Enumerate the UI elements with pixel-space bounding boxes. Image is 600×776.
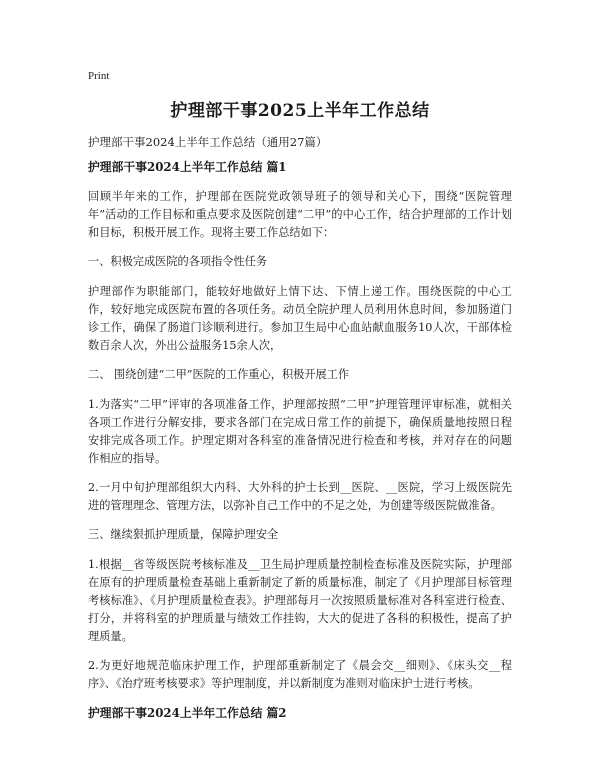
section-1-paragraph: 护理部作为职能部门，能较好地做好上情下达、下情上递工作。围绕医院的中心工作，较好地完成医院布置的各项任务。动员全院护理人员利用休息时间，参加肠道门诊工作，确保了肠道门诊顺利进行。参加卫生局中心血站献血服务10人次，干部体检数百余人次，外出公益服务15余人次，: [88, 285, 512, 352]
section-2-paragraph-2: 2.一月中旬护理部组织大内科、大外科的护士长到__医院、__医院，学习上级医院先进的管理理念、管理方法，以弥补自己工作中的不足之处，为创建等级医院做准备。: [88, 481, 512, 512]
section-3-heading: 三、继续狠抓护理质量，保障护理安全: [88, 528, 279, 541]
section-3-paragraph-2: 2.为更好地规范临床护理工作，护理部重新制定了《晨会交__细则》、《床头交__程序》、《治疗班考核要求》等护理制度，并以新制度为准则对临床护士进行考核。: [88, 659, 512, 690]
document-subtitle: 护理部干事2024上半年工作总结（通用27篇）: [88, 135, 328, 149]
intro-paragraph: 回顾半年来的工作，护理部在医院党政领导班子的领导和关心下，围绕“医院管理年”活动的工作目标和重点要求及医院创建“二甲”的中心工作，结合护理部的工作计划和目标，积极开展工作。现将主要工作总结如下：: [88, 190, 512, 239]
print-label[interactable]: Print: [88, 70, 110, 82]
part1-heading: 护理部干事2024上半年工作总结 篇1: [88, 160, 287, 174]
document-title: 护理部干事2025上半年工作总结: [170, 101, 430, 121]
section-2-heading: 二、 围绕创建“二甲”医院的工作重心，积极开展工作: [88, 368, 350, 381]
part2-heading: 护理部干事2024上半年工作总结 篇2: [88, 706, 287, 720]
section-1-heading: 一、积极完成医院的各项指令性任务: [88, 255, 268, 268]
section-2-paragraph-1: 1.为落实“二甲”评审的各项准备工作，护理部按照“二甲”护理管理评审标准，就相关各项工作进行分解安排，要求各部门在完成日常工作的前提下，确保质量地按照日程安排完成各项工作。护理定期对各科室的准备情况进行检查和考核，并对存在的问题作相应的指导。: [88, 398, 512, 465]
document-body: [88, 158, 512, 734]
section-3-paragraph-1: 1.根据__省等级医院考核标准及__卫生局护理质量控制检查标准及医院实际，护理部在原有的护理质量检查基础上重新制定了新的质量标准，制定了《月护理部目标管理考核标准》、《月护理质量检查表》。护理部每月一次按照质量标准对各科室进行检查、打分，并将科室的护理质量与绩效工作挂钩，大大的促进了各科的积极性，提高了护理质量。: [88, 558, 512, 643]
